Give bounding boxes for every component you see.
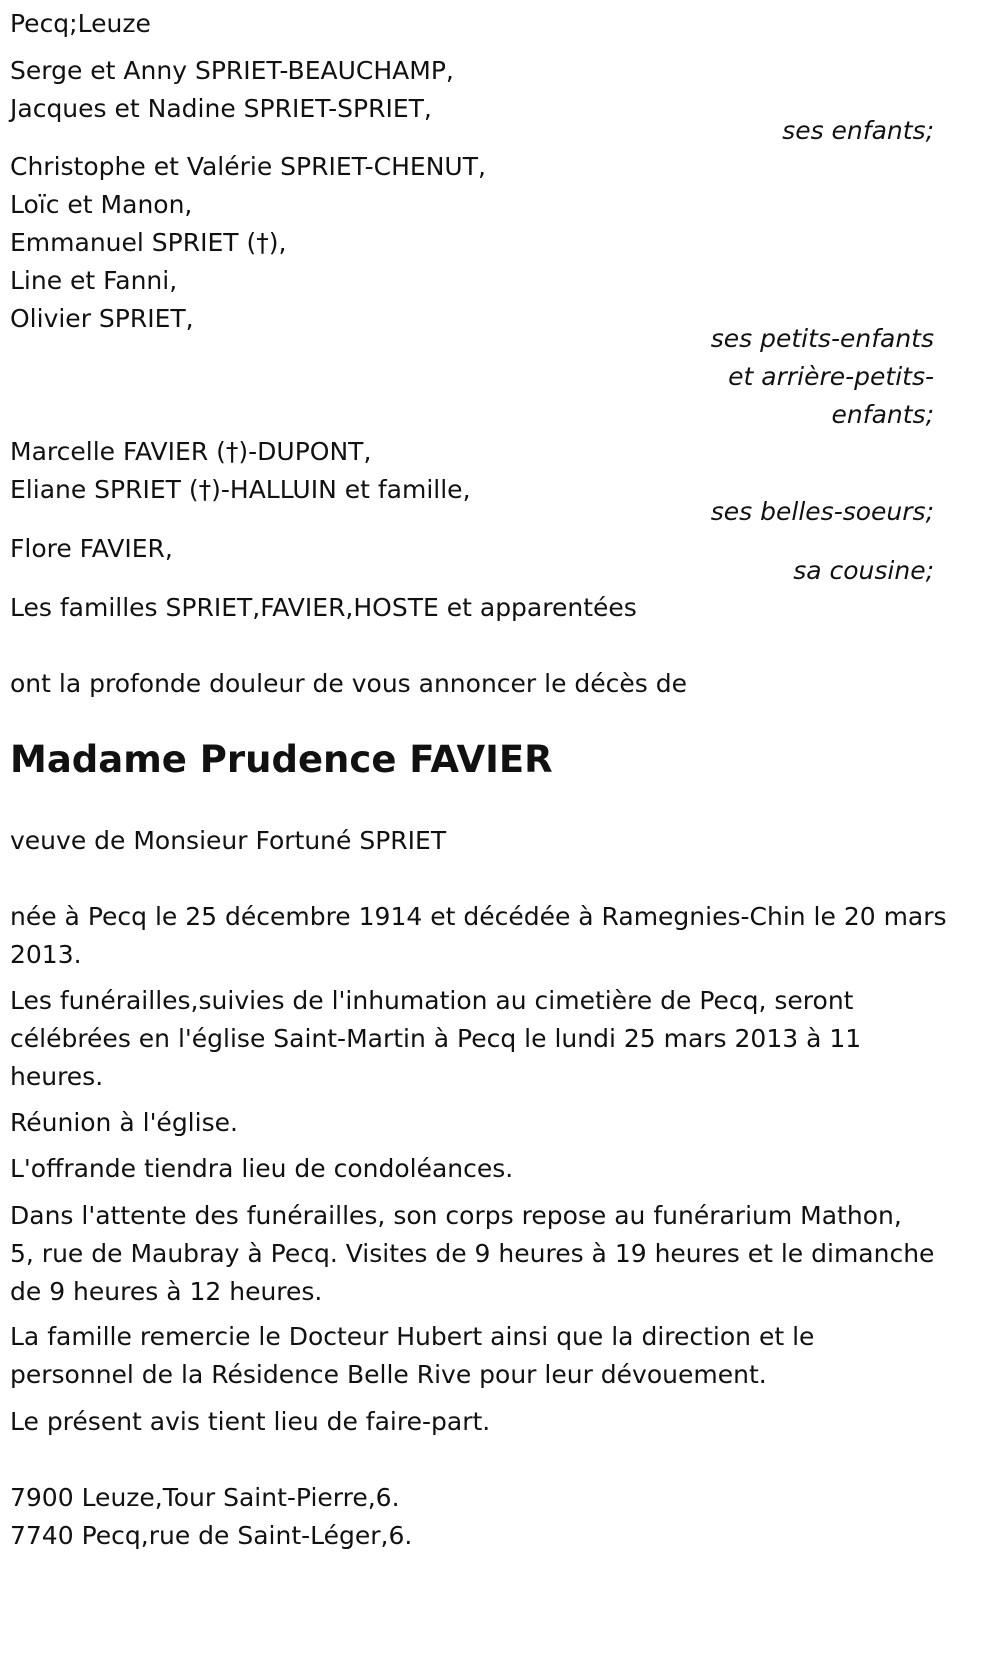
thanks-line: personnel de la Résidence Belle Rive pour leur dévouement. bbox=[10, 1360, 767, 1389]
funeral-line: célébrées en l'église Saint-Martin à Pecq le lundi 25 mars 2013 à 11 bbox=[10, 1024, 862, 1053]
grandchildren-role-line: ses petits-enfants bbox=[710, 324, 934, 353]
offering-text: L'offrande tiendra lieu de condoléances. bbox=[10, 1154, 514, 1183]
funeral-line: Les funérailles,suivies de l'inhumation au cimetière de Pecq, seront bbox=[10, 986, 854, 1015]
birth-death-line: 2013. bbox=[10, 940, 82, 969]
sister-in-law-entry: Eliane SPRIET (†)-HALLUIN et famille, bbox=[10, 475, 471, 504]
children-role: ses enfants; bbox=[782, 116, 934, 145]
grandchild-entry: Emmanuel SPRIET (†), bbox=[10, 228, 287, 257]
grandchildren-role bbox=[711, 320, 934, 434]
thanks-line: La famille remercie le Docteur Hubert ainsi que la direction et le bbox=[10, 1322, 815, 1351]
grandchildren-role-line: et arrière-petits- bbox=[728, 362, 934, 391]
address-line: 7740 Pecq,rue de Saint-Léger,6. bbox=[10, 1521, 413, 1550]
notice-text: Le présent avis tient lieu de faire-part. bbox=[10, 1407, 491, 1436]
thanks-text bbox=[10, 1318, 995, 1394]
sisters-in-law-role: ses belles-soeurs; bbox=[710, 497, 934, 526]
widow-of-text: veuve de Monsieur Fortuné SPRIET bbox=[10, 826, 447, 855]
deceased-name: Madame Prudence FAVIER bbox=[10, 738, 553, 781]
announcement-text: ont la profonde douleur de vous annoncer le décès de bbox=[10, 669, 688, 698]
visits-line: de 9 heures à 12 heures. bbox=[10, 1277, 323, 1306]
address-line: 7900 Leuze,Tour Saint-Pierre,6. bbox=[10, 1483, 400, 1512]
child-entry: Jacques et Nadine SPRIET-SPRIET, bbox=[10, 94, 432, 123]
grandchild-entry: Olivier SPRIET, bbox=[10, 304, 194, 333]
header-location: Pecq;Leuze bbox=[10, 9, 151, 38]
meeting-text: Réunion à l'église. bbox=[10, 1108, 238, 1137]
birth-death-line: née à Pecq le 25 décembre 1914 et décédée à Ramegnies-Chin le 20 mars bbox=[10, 902, 947, 931]
grandchild-entry: Line et Fanni, bbox=[10, 266, 178, 295]
visits-line: 5, rue de Maubray à Pecq. Visites de 9 heures à 19 heures et le dimanche bbox=[10, 1239, 935, 1268]
cousin-entry: Flore FAVIER, bbox=[10, 534, 173, 563]
funeral-text bbox=[10, 982, 995, 1096]
birth-death-text bbox=[10, 898, 995, 974]
grandchildren-role-line: enfants; bbox=[831, 400, 934, 429]
grandchild-entry: Loïc et Manon, bbox=[10, 190, 193, 219]
families-line: Les familles SPRIET,FAVIER,HOSTE et apparentées bbox=[10, 593, 637, 622]
funeral-line: heures. bbox=[10, 1062, 104, 1091]
child-entry: Serge et Anny SPRIET-BEAUCHAMP, bbox=[10, 56, 454, 85]
sister-in-law-entry: Marcelle FAVIER (†)-DUPONT, bbox=[10, 437, 372, 466]
addresses bbox=[10, 1479, 995, 1555]
grandchild-entry: Christophe et Valérie SPRIET-CHENUT, bbox=[10, 152, 486, 181]
grandchildren-list bbox=[10, 148, 995, 338]
cousin-role: sa cousine; bbox=[793, 556, 934, 585]
visits-line: Dans l'attente des funérailles, son corps repose au funérarium Mathon, bbox=[10, 1201, 902, 1230]
visits-text bbox=[10, 1197, 995, 1311]
